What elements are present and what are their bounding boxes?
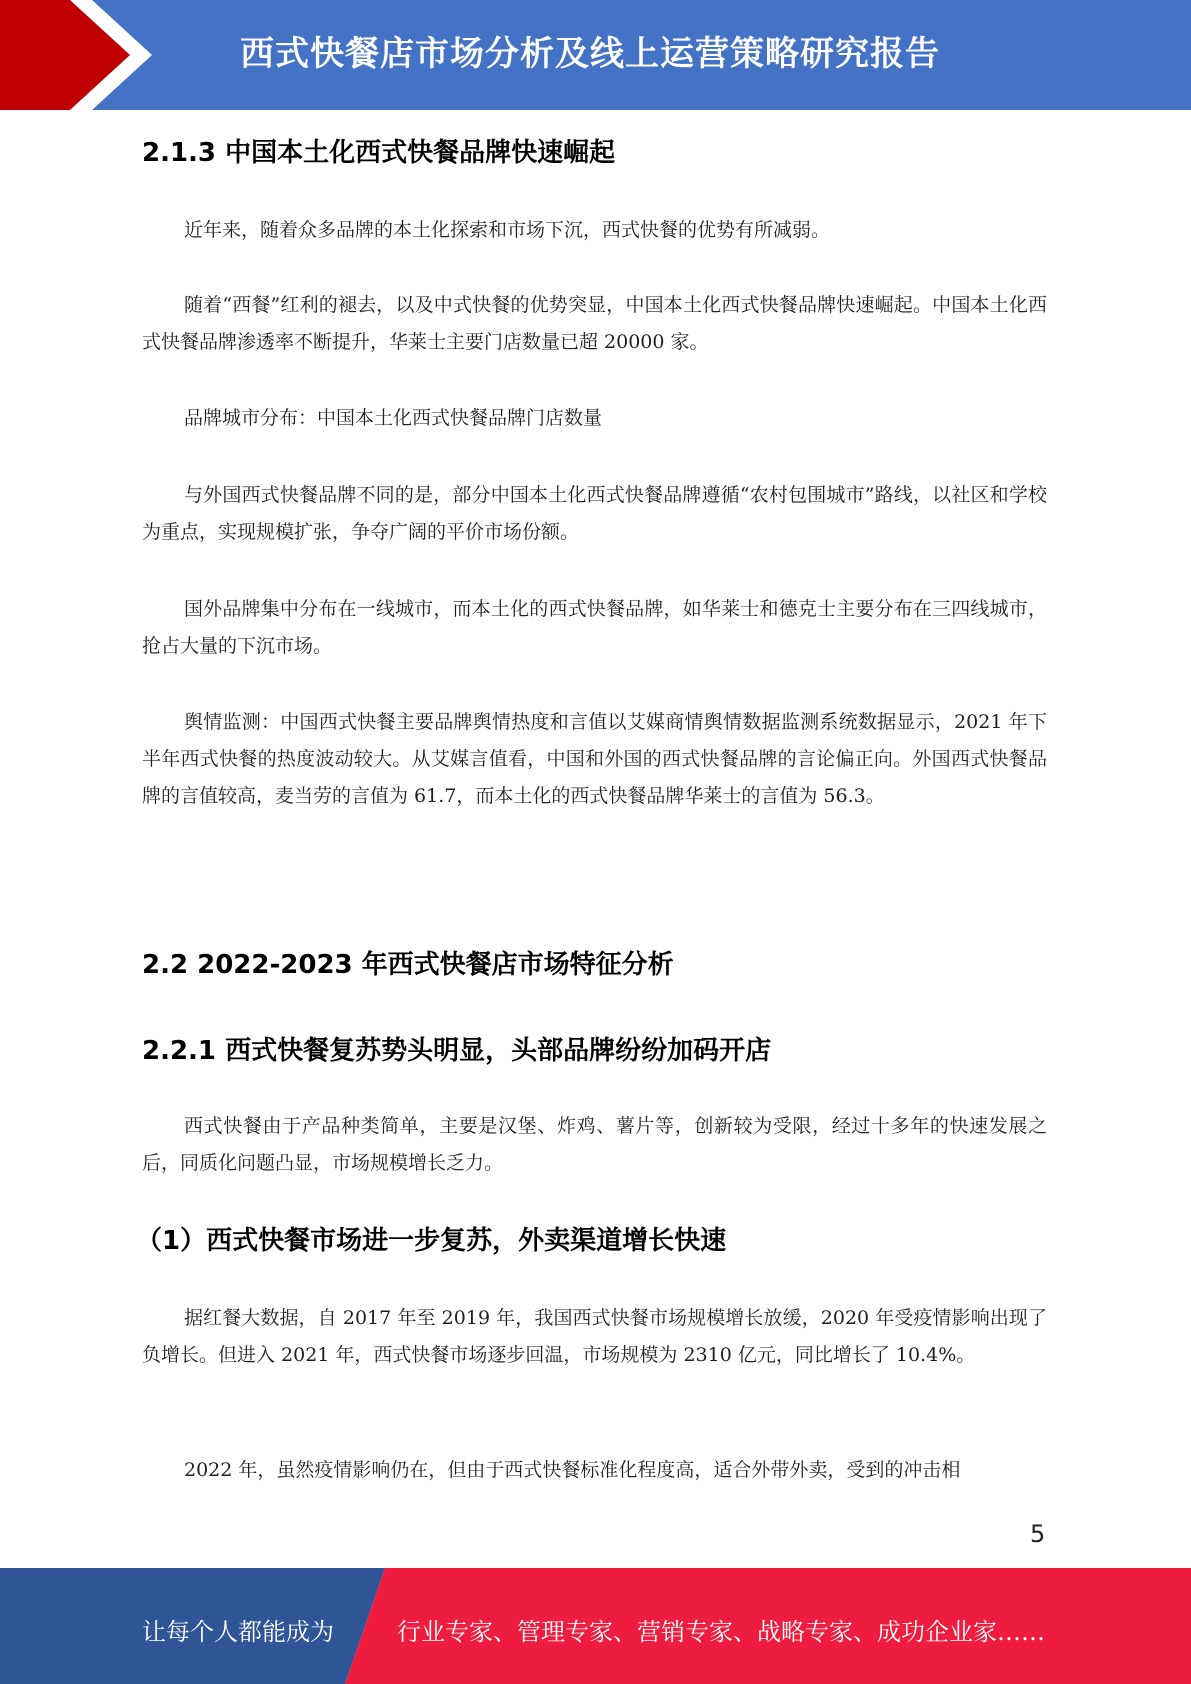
footer-slogan-left: 让每个人都能成为 — [142, 1618, 334, 1646]
paragraph-3: 品牌城市分布：中国本土化西式快餐品牌门店数量 — [184, 407, 603, 429]
section-heading-2-2: 2.2 2022-2023 年西式快餐店市场特征分析 — [142, 950, 674, 980]
page-header — [0, 0, 1191, 110]
page-footer — [0, 1568, 1191, 1684]
paragraph-8: 据红餐大数据，自 2017 年至 2019 年，我国西式快餐市场规模增长放缓，2020 年受疫情影响出现了负增长。但进入 2021 年，西式快餐市场逐步回温，市场规模为 2310 亿元，同比增长了 10.4%。 — [142, 1307, 1047, 1366]
paragraph-6: 舆情监测：中国西式快餐主要品牌舆情热度和言值以艾媒商情舆情数据监测系统数据显示，2021 年下半年西式快餐的热度波动较大。从艾媒言值看，中国和外国的西式快餐品牌的言论偏正向。外国西式快餐品牌的言值较高，麦当劳的言值为 61.7，而本土化的西式快餐品牌华莱士的言值为 56.3。 — [142, 711, 1047, 807]
subsection-heading-1: （1）西式快餐市场进一步复苏，外卖渠道增长快速 — [136, 1226, 727, 1256]
paragraph-9: 2022 年，虽然疫情影响仍在，但由于西式快餐标准化程度高，适合外带外卖，受到的冲击相 — [184, 1459, 961, 1481]
paragraph-1: 近年来，随着众多品牌的本土化探索和市场下沉，西式快餐的优势有所减弱。 — [184, 219, 831, 241]
section-heading-2-2-1: 2.2.1 西式快餐复苏势头明显，头部品牌纷纷加码开店 — [142, 1036, 772, 1066]
report-title: 西式快餐店市场分析及线上运营策略研究报告 — [240, 34, 940, 74]
paragraph-5: 国外品牌集中分布在一线城市，而本土化的西式快餐品牌，如华莱士和德克士主要分布在三四线城市，抢占大量的下沉市场。 — [142, 598, 1047, 657]
paragraph-2: 随着“西餐”红利的褪去，以及中式快餐的优势突显，中国本土化西式快餐品牌快速崛起。中国本土化西式快餐品牌渗透率不断提升，华莱士主要门店数量已超 20000 家。 — [142, 294, 1047, 353]
section-heading-2-1-3: 2.1.3 中国本土化西式快餐品牌快速崛起 — [142, 138, 616, 168]
paragraph-4: 与外国西式快餐品牌不同的是，部分中国本土化西式快餐品牌遵循“农村包围城市”路线，以社区和学校为重点，实现规模扩张，争夺广阔的平价市场份额。 — [142, 484, 1047, 543]
paragraph-7: 西式快餐由于产品种类简单，主要是汉堡、炸鸡、薯片等，创新较为受限，经过十多年的快速发展之后，同质化问题凸显，市场规模增长乏力。 — [142, 1115, 1047, 1174]
page-number: 5 — [1030, 1520, 1046, 1548]
footer-slogan-right: 行业专家、管理专家、营销专家、战略专家、成功企业家…… — [397, 1618, 1045, 1646]
